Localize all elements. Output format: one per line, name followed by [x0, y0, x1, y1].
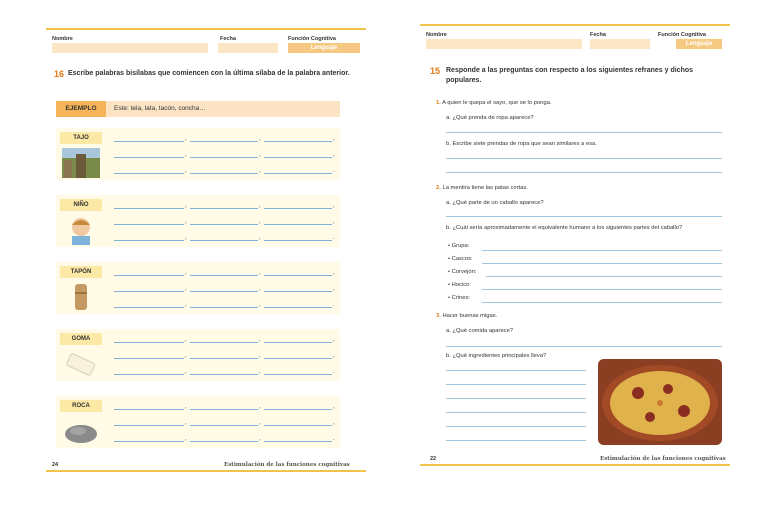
name-label: Nombre [426, 32, 447, 38]
bullet-grupa: • Grupa: [448, 243, 470, 249]
top-rule [46, 28, 366, 30]
word-block-tapon: TAPÓN , , , , , , , , . [56, 262, 340, 314]
answer-line[interactable] [446, 370, 586, 371]
item-3-title: 3. Hacer buenas migas. [436, 313, 498, 319]
item-1-b: b. Escribe siete prendas de ropa que sean similares a esa. [446, 141, 597, 147]
answer-line[interactable] [486, 276, 722, 277]
subject-badge: Lenguaje [676, 39, 722, 49]
right-page [420, 24, 730, 471]
item-1-title: 1. A quien le quepa el sayo, que se lo ponga. [436, 100, 552, 106]
left-page [46, 28, 366, 475]
word-label: TAJO [60, 132, 102, 144]
word-block-nino: NIÑO , , , , , , , , . [56, 195, 340, 247]
function-label: Función Cognitiva [658, 32, 706, 38]
answer-line[interactable] [446, 172, 722, 173]
bullet-crines: • Crines: [448, 295, 471, 301]
page-number: 22 [430, 456, 437, 462]
answer-line[interactable] [446, 426, 586, 427]
item-2-a: a. ¿Qué parte de un caballo aparece? [446, 200, 544, 206]
date-label: Fecha [590, 32, 606, 38]
function-label: Función Cognitiva [288, 36, 336, 42]
item-3-a: a. ¿Qué comida aparece? [446, 328, 514, 334]
name-label: Nombre [52, 36, 73, 42]
name-field[interactable] [52, 43, 208, 53]
footer-text: Estimulación de las funciones cognitivas [600, 456, 726, 462]
footer-text: Estimulación de las funciones cognitivas [224, 462, 350, 468]
item-2-b: b. ¿Cuál sería aproximadamente el equivalente humano a los siguientes partes del caballo? [446, 225, 683, 231]
answer-line[interactable] [482, 289, 722, 290]
item-1-a: a. ¿Qué prenda de ropa aparece? [446, 115, 534, 121]
answer-line[interactable] [446, 384, 586, 385]
answer-line[interactable] [446, 158, 722, 159]
example-text: Este: tela, lata, tacón, concha… [114, 105, 206, 112]
answer-line[interactable] [446, 440, 586, 441]
question-text: Responde a las preguntas con respecto a los siguientes refranes y dichos populares. [446, 67, 694, 84]
bottom-rule [420, 464, 730, 466]
answer-line[interactable] [446, 216, 722, 217]
child-image [62, 215, 100, 245]
date-field[interactable] [590, 39, 650, 49]
name-field[interactable] [426, 39, 582, 49]
answer-line[interactable] [446, 346, 722, 347]
question-number: 15 [430, 66, 441, 76]
word-block-tajo: TAJO , , , , , , , , . [56, 128, 340, 180]
date-label: Fecha [220, 36, 236, 42]
word-block-roca: ROCA , , , , , , , , . [56, 396, 340, 448]
bottom-rule [46, 470, 366, 472]
word-label: NIÑO [60, 199, 102, 211]
answer-line[interactable] [482, 263, 722, 264]
top-rule [420, 24, 730, 26]
answer-line[interactable] [482, 250, 722, 251]
answer-line[interactable] [446, 398, 586, 399]
bullet-cascos: • Cascos: [448, 256, 473, 262]
rock-image [62, 416, 100, 446]
date-field[interactable] [218, 43, 278, 53]
word-label: GOMA [60, 333, 102, 345]
subject-badge: Lenguaje [288, 43, 360, 53]
item-2-title: 2. La mentira tiene las patas cortas. [436, 185, 528, 191]
migas-dish-image [598, 359, 722, 445]
word-label: ROCA [60, 400, 102, 412]
page-number: 24 [52, 462, 59, 468]
example-box [56, 101, 340, 117]
landscape-cliff-image [62, 148, 100, 178]
question-text: Escribe palabras bisílabas que comiencen con la última sílaba de la palabra anterior. [68, 70, 350, 77]
question-number: 16 [54, 69, 65, 79]
header [52, 36, 360, 58]
answer-line[interactable] [446, 412, 586, 413]
answer-line[interactable] [482, 302, 722, 303]
header [426, 32, 724, 54]
eraser-image [62, 349, 100, 379]
cork-image [62, 282, 100, 312]
word-block-goma: GOMA , , , , , , , , . [56, 329, 340, 381]
item-3-b: b. ¿Qué ingredientes principales lleva? [446, 353, 547, 359]
bullet-corvejon: • Corvejón: [448, 269, 477, 275]
answer-line[interactable] [446, 132, 722, 133]
example-tag: EJEMPLO [56, 101, 106, 117]
bullet-hocico: • Hocico: [448, 282, 471, 288]
word-label: TAPÓN [60, 266, 102, 278]
